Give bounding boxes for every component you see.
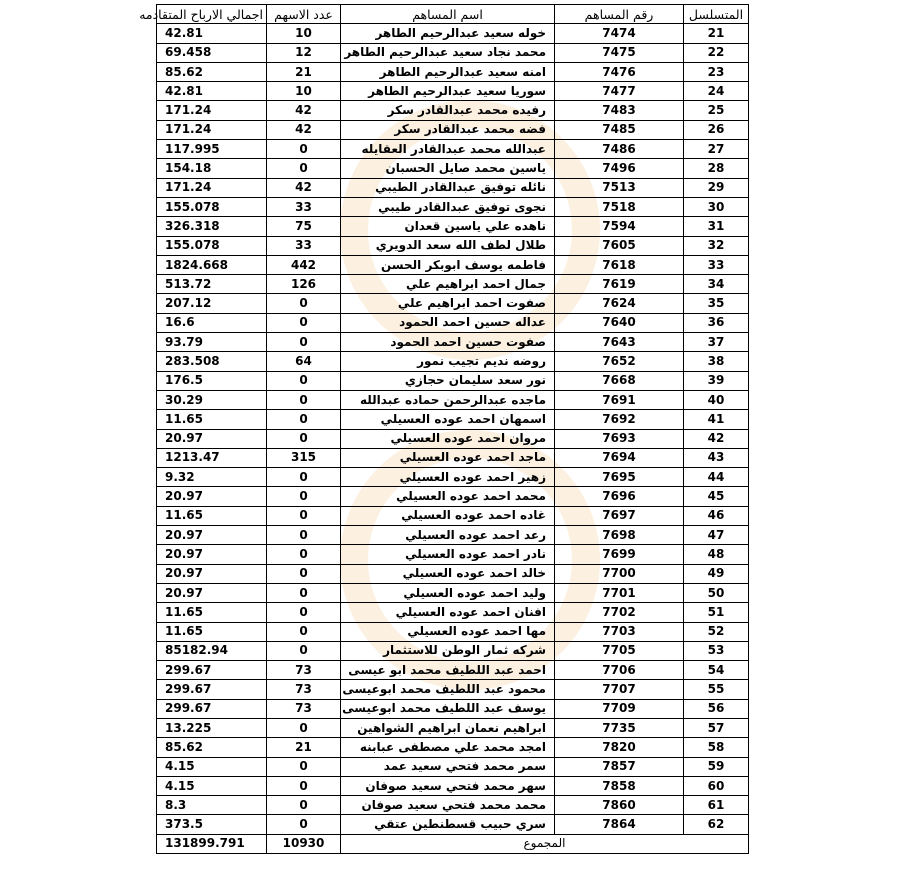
table-row	[157, 275, 749, 294]
table-row	[157, 583, 749, 602]
cell-shareholder-id: 7699	[555, 545, 684, 564]
cell-profit: 42.81	[157, 24, 267, 43]
cell-shareholder-name: محمد احمد عوده العسيلي	[341, 487, 555, 506]
table-row	[157, 545, 749, 564]
cell-serial: 43	[684, 448, 749, 467]
cell-shareholder-id: 7691	[555, 390, 684, 409]
table-row	[157, 255, 749, 274]
cell-shareholder-id: 7860	[555, 796, 684, 815]
cell-profit: 11.65	[157, 506, 267, 525]
table-row	[157, 333, 749, 352]
cell-profit: 155.078	[157, 236, 267, 255]
table-row	[157, 62, 749, 81]
cell-shareholder-name: محمد نجاد سعيد عبدالرحيم الطاهر	[341, 43, 555, 62]
table-row	[157, 197, 749, 216]
cell-serial: 35	[684, 294, 749, 313]
cell-serial: 44	[684, 468, 749, 487]
cell-profit: 20.97	[157, 545, 267, 564]
cell-shareholder-name: نادر احمد عوده العسيلي	[341, 545, 555, 564]
cell-profit: 155.078	[157, 197, 267, 216]
cell-shareholder-id: 7694	[555, 448, 684, 467]
cell-serial: 57	[684, 718, 749, 737]
cell-shareholder-id: 7707	[555, 680, 684, 699]
cell-profit: 9.32	[157, 468, 267, 487]
table-row	[157, 120, 749, 139]
table-row	[157, 718, 749, 737]
cell-profit: 20.97	[157, 583, 267, 602]
cell-profit: 326.318	[157, 217, 267, 236]
cell-shares: 0	[267, 603, 341, 622]
cell-serial: 46	[684, 506, 749, 525]
table-row	[157, 815, 749, 834]
cell-shareholder-id: 7864	[555, 815, 684, 834]
cell-shareholder-name: نور سعد سليمان حجازي	[341, 371, 555, 390]
cell-shareholder-name: ابراهيم نعمان ابراهيم الشواهين	[341, 718, 555, 737]
table-row	[157, 236, 749, 255]
cell-serial: 30	[684, 197, 749, 216]
cell-shares: 0	[267, 815, 341, 834]
cell-profit: 171.24	[157, 120, 267, 139]
cell-profit: 1213.47	[157, 448, 267, 467]
cell-profit: 30.29	[157, 390, 267, 409]
header-profits: اجمالي الارباح المتقادمه	[157, 5, 267, 24]
table-row	[157, 140, 749, 159]
cell-shares: 12	[267, 43, 341, 62]
cell-profit: 4.15	[157, 757, 267, 776]
cell-serial: 32	[684, 236, 749, 255]
table-row	[157, 487, 749, 506]
cell-shareholder-id: 7485	[555, 120, 684, 139]
cell-serial: 59	[684, 757, 749, 776]
cell-shareholder-id: 7695	[555, 468, 684, 487]
table-row	[157, 217, 749, 236]
cell-shares: 42	[267, 178, 341, 197]
cell-serial: 50	[684, 583, 749, 602]
cell-shares: 0	[267, 333, 341, 352]
cell-shareholder-id: 7483	[555, 101, 684, 120]
cell-shareholder-id: 7486	[555, 140, 684, 159]
cell-shareholder-name: محمد محمد فتحي سعيد صوفان	[341, 796, 555, 815]
cell-shares: 21	[267, 62, 341, 81]
cell-shares: 0	[267, 506, 341, 525]
cell-serial: 21	[684, 24, 749, 43]
cell-shares: 0	[267, 545, 341, 564]
cell-shareholder-name: سمر محمد فتحي سعيد عمد	[341, 757, 555, 776]
cell-profit: 85.62	[157, 62, 267, 81]
cell-serial: 47	[684, 526, 749, 545]
cell-shares: 0	[267, 564, 341, 583]
cell-shareholder-id: 7496	[555, 159, 684, 178]
cell-shareholder-name: طلال لطف الله سعد الدويري	[341, 236, 555, 255]
table-row	[157, 313, 749, 332]
cell-shareholder-name: رفيده محمد عبدالقادر سكر	[341, 101, 555, 120]
cell-serial: 39	[684, 371, 749, 390]
cell-profit: 8.3	[157, 796, 267, 815]
cell-serial: 51	[684, 603, 749, 622]
cell-serial: 58	[684, 738, 749, 757]
cell-serial: 53	[684, 641, 749, 660]
cell-shareholder-name: عبدالله محمد عبدالقادر العقايله	[341, 140, 555, 159]
cell-shareholder-name: مروان احمد عوده العسيلي	[341, 429, 555, 448]
cell-serial: 56	[684, 699, 749, 718]
cell-shares: 0	[267, 776, 341, 795]
cell-shares: 0	[267, 718, 341, 737]
table-row	[157, 371, 749, 390]
table-row	[157, 680, 749, 699]
cell-profit: 16.6	[157, 313, 267, 332]
header-serial: المتسلسل	[684, 5, 749, 24]
cell-shareholder-id: 7624	[555, 294, 684, 313]
cell-shareholder-name: شركه ثمار الوطن للاستثمار	[341, 641, 555, 660]
cell-profit: 154.18	[157, 159, 267, 178]
cell-shares: 0	[267, 487, 341, 506]
cell-shareholder-name: سهر محمد فتحي سعيد صوفان	[341, 776, 555, 795]
cell-profit: 513.72	[157, 275, 267, 294]
cell-serial: 24	[684, 82, 749, 101]
total-row	[157, 834, 749, 853]
cell-profit: 1824.668	[157, 255, 267, 274]
cell-shares: 33	[267, 197, 341, 216]
table-row	[157, 564, 749, 583]
cell-shareholder-id: 7652	[555, 352, 684, 371]
cell-shareholder-id: 7692	[555, 410, 684, 429]
cell-shares: 0	[267, 410, 341, 429]
cell-shareholder-id: 7643	[555, 333, 684, 352]
total-shares: 10930	[267, 834, 341, 853]
cell-shareholder-id: 7693	[555, 429, 684, 448]
cell-shares: 0	[267, 622, 341, 641]
cell-shareholder-id: 7697	[555, 506, 684, 525]
table-body	[157, 24, 749, 834]
table-row	[157, 410, 749, 429]
cell-profit: 171.24	[157, 178, 267, 197]
table-row	[157, 526, 749, 545]
cell-shares: 73	[267, 661, 341, 680]
cell-shareholder-name: خوله سعيد عبدالرحيم الطاهر	[341, 24, 555, 43]
cell-serial: 33	[684, 255, 749, 274]
cell-shareholder-id: 7706	[555, 661, 684, 680]
cell-serial: 45	[684, 487, 749, 506]
cell-shareholder-id: 7474	[555, 24, 684, 43]
table-row	[157, 43, 749, 62]
cell-profit: 93.79	[157, 333, 267, 352]
cell-profit: 299.67	[157, 680, 267, 699]
cell-profit: 20.97	[157, 487, 267, 506]
cell-serial: 61	[684, 796, 749, 815]
table-row	[157, 24, 749, 43]
cell-profit: 20.97	[157, 429, 267, 448]
cell-shareholder-name: غاده احمد عوده العسيلي	[341, 506, 555, 525]
cell-profit: 11.65	[157, 622, 267, 641]
cell-shareholder-name: وليد احمد عوده العسيلي	[341, 583, 555, 602]
cell-shareholder-name: نجوى توفيق عبدالقادر طيبي	[341, 197, 555, 216]
total-profit: 131899.791	[157, 834, 267, 853]
cell-shareholder-id: 7668	[555, 371, 684, 390]
table-row	[157, 101, 749, 120]
cell-shareholder-name: نائله توفيق عبدالقادر الطيبي	[341, 178, 555, 197]
table-row	[157, 622, 749, 641]
cell-shareholder-id: 7518	[555, 197, 684, 216]
cell-profit: 299.67	[157, 661, 267, 680]
table-row	[157, 352, 749, 371]
cell-shareholder-id: 7701	[555, 583, 684, 602]
cell-serial: 28	[684, 159, 749, 178]
cell-shareholder-id: 7513	[555, 178, 684, 197]
cell-serial: 31	[684, 217, 749, 236]
cell-shares: 10	[267, 24, 341, 43]
cell-shareholder-name: عداله حسين احمد الحمود	[341, 313, 555, 332]
cell-serial: 54	[684, 661, 749, 680]
table-header-row	[157, 5, 749, 24]
cell-serial: 48	[684, 545, 749, 564]
cell-shares: 0	[267, 371, 341, 390]
table-row	[157, 429, 749, 448]
cell-shareholder-id: 7594	[555, 217, 684, 236]
cell-serial: 60	[684, 776, 749, 795]
cell-profit: 171.24	[157, 101, 267, 120]
total-label: المجموع	[341, 834, 749, 853]
cell-serial: 22	[684, 43, 749, 62]
cell-serial: 38	[684, 352, 749, 371]
cell-shareholder-name: جمال احمد ابراهيم علي	[341, 275, 555, 294]
cell-profit: 283.508	[157, 352, 267, 371]
cell-shares: 42	[267, 101, 341, 120]
cell-profit: 11.65	[157, 410, 267, 429]
cell-shares: 0	[267, 757, 341, 776]
cell-serial: 42	[684, 429, 749, 448]
cell-shareholder-name: ماجده عبدالرحمن حماده عبدالله	[341, 390, 555, 409]
cell-shares: 0	[267, 294, 341, 313]
cell-serial: 49	[684, 564, 749, 583]
cell-shareholder-id: 7476	[555, 62, 684, 81]
cell-shares: 0	[267, 140, 341, 159]
cell-shareholder-name: مها احمد عوده العسيلي	[341, 622, 555, 641]
cell-shares: 126	[267, 275, 341, 294]
cell-shareholder-id: 7475	[555, 43, 684, 62]
cell-shareholder-id: 7618	[555, 255, 684, 274]
cell-profit: 4.15	[157, 776, 267, 795]
cell-shareholder-id: 7858	[555, 776, 684, 795]
cell-shares: 0	[267, 641, 341, 660]
table-row	[157, 603, 749, 622]
cell-shareholder-name: ناهده علي ياسين قعدان	[341, 217, 555, 236]
table-row	[157, 738, 749, 757]
cell-shareholder-name: سوريا سعيد عبدالرحيم الطاهر	[341, 82, 555, 101]
cell-shares: 10	[267, 82, 341, 101]
cell-profit: 69.458	[157, 43, 267, 62]
cell-shareholder-name: امنه سعيد عبدالرحيم الطاهر	[341, 62, 555, 81]
cell-shareholder-id: 7857	[555, 757, 684, 776]
table-row	[157, 159, 749, 178]
cell-profit: 299.67	[157, 699, 267, 718]
cell-shares: 442	[267, 255, 341, 274]
table-row	[157, 757, 749, 776]
cell-shareholder-name: فضه محمد عبدالقادر سكر	[341, 120, 555, 139]
cell-shareholder-name: سري حبيب قسطنطين عتقي	[341, 815, 555, 834]
cell-shareholder-name: افنان احمد عوده العسيلي	[341, 603, 555, 622]
cell-serial: 27	[684, 140, 749, 159]
cell-serial: 52	[684, 622, 749, 641]
cell-profit: 373.5	[157, 815, 267, 834]
cell-shares: 75	[267, 217, 341, 236]
table-row	[157, 468, 749, 487]
cell-shareholder-name: صفوت احمد ابراهيم علي	[341, 294, 555, 313]
cell-shares: 0	[267, 526, 341, 545]
table-row	[157, 641, 749, 660]
cell-serial: 62	[684, 815, 749, 834]
cell-shareholder-id: 7705	[555, 641, 684, 660]
cell-shareholder-name: رعد احمد عوده العسيلي	[341, 526, 555, 545]
cell-shareholder-id: 7735	[555, 718, 684, 737]
cell-shares: 0	[267, 313, 341, 332]
table-row	[157, 699, 749, 718]
cell-shareholder-id: 7703	[555, 622, 684, 641]
cell-shareholder-id: 7696	[555, 487, 684, 506]
cell-shares: 0	[267, 796, 341, 815]
header-shareholder-id: رقم المساهم	[555, 5, 684, 24]
cell-shares: 64	[267, 352, 341, 371]
cell-shares: 315	[267, 448, 341, 467]
header-shares: عدد الاسهم	[267, 5, 341, 24]
cell-shareholder-name: خالد احمد عوده العسيلي	[341, 564, 555, 583]
cell-shareholder-id: 7640	[555, 313, 684, 332]
cell-shareholder-id: 7820	[555, 738, 684, 757]
cell-shareholder-id: 7702	[555, 603, 684, 622]
cell-shareholder-name: فاطمه يوسف ابوبكر الحسن	[341, 255, 555, 274]
cell-shares: 73	[267, 699, 341, 718]
table-row	[157, 796, 749, 815]
cell-serial: 26	[684, 120, 749, 139]
cell-shareholder-name: امجد محمد علي مصطفى عبابنه	[341, 738, 555, 757]
cell-serial: 37	[684, 333, 749, 352]
cell-serial: 41	[684, 410, 749, 429]
table-row	[157, 390, 749, 409]
cell-profit: 13.225	[157, 718, 267, 737]
cell-shareholder-name: زهير احمد عوده العسيلي	[341, 468, 555, 487]
cell-serial: 23	[684, 62, 749, 81]
table-row	[157, 294, 749, 313]
cell-profit: 207.12	[157, 294, 267, 313]
cell-profit: 20.97	[157, 526, 267, 545]
cell-shareholder-name: روضه نديم تجيب نمور	[341, 352, 555, 371]
cell-serial: 55	[684, 680, 749, 699]
cell-serial: 40	[684, 390, 749, 409]
cell-shareholder-id: 7477	[555, 82, 684, 101]
cell-shareholder-id: 7709	[555, 699, 684, 718]
cell-shareholder-name: احمد عبد اللطيف محمد ابو عيسى	[341, 661, 555, 680]
cell-shares: 21	[267, 738, 341, 757]
cell-shares: 0	[267, 583, 341, 602]
cell-shareholder-id: 7619	[555, 275, 684, 294]
shareholders-table	[139, 4, 749, 854]
cell-shares: 0	[267, 390, 341, 409]
cell-shares: 0	[267, 468, 341, 487]
cell-serial: 29	[684, 178, 749, 197]
cell-shareholder-name: محمود عبد اللطيف محمد ابوعيسى	[341, 680, 555, 699]
cell-profit: 117.995	[157, 140, 267, 159]
cell-shares: 42	[267, 120, 341, 139]
cell-shareholder-name: يوسف عبد اللطيف محمد ابوعيسى	[341, 699, 555, 718]
cell-profit: 11.65	[157, 603, 267, 622]
cell-serial: 25	[684, 101, 749, 120]
cell-profit: 42.81	[157, 82, 267, 101]
cell-shares: 0	[267, 159, 341, 178]
cell-profit: 20.97	[157, 564, 267, 583]
cell-shares: 73	[267, 680, 341, 699]
table-row	[157, 448, 749, 467]
cell-profit: 85.62	[157, 738, 267, 757]
cell-profit: 85182.94	[157, 641, 267, 660]
cell-shareholder-name: ماجد احمد عوده العسيلي	[341, 448, 555, 467]
cell-shareholder-name: صفوت حسين احمد الحمود	[341, 333, 555, 352]
table-row	[157, 506, 749, 525]
cell-shareholder-id: 7698	[555, 526, 684, 545]
cell-shareholder-id: 7700	[555, 564, 684, 583]
cell-shares: 33	[267, 236, 341, 255]
table-row	[157, 776, 749, 795]
table-row	[157, 178, 749, 197]
cell-profit: 176.5	[157, 371, 267, 390]
header-shareholder-name: اسم المساهم	[341, 5, 555, 24]
table-row	[157, 661, 749, 680]
cell-shareholder-id: 7605	[555, 236, 684, 255]
cell-shareholder-name: ياسين محمد صايل الحسبان	[341, 159, 555, 178]
cell-serial: 34	[684, 275, 749, 294]
cell-shareholder-name: اسمهان احمد عوده العسيلي	[341, 410, 555, 429]
table-row	[157, 82, 749, 101]
cell-serial: 36	[684, 313, 749, 332]
cell-shares: 0	[267, 429, 341, 448]
